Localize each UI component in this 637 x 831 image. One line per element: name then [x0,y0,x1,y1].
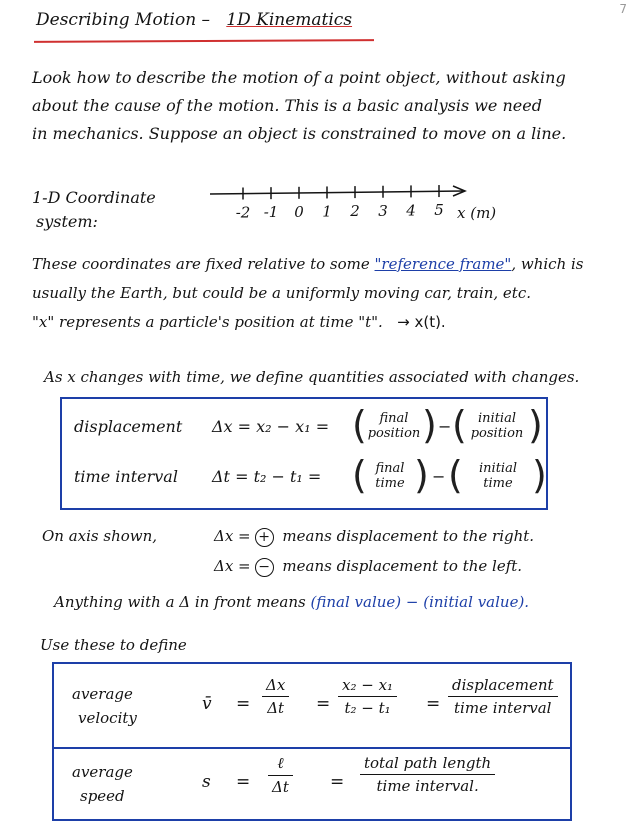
path-over-time: total path length time interval. [360,754,495,795]
intro-line: in mechanics. Suppose an object is constrained to move on a line. [32,124,567,143]
number-line-tick-label: 5 [434,201,444,220]
equals-sign: = [330,772,345,792]
dx-over-dt: $\frac{\Delta x}{\Delta t}$ [262,676,289,717]
as-line: As x changes with time, we define quantities associated with changes. [44,368,580,386]
reference-frame-term: "reference frame" [374,255,512,273]
equals-sign: = [316,694,331,714]
definitions-box: displacement Δx = x₂ − x₁ = ( final position ) − ( initial position ) time interval Δt = t₂ − t₁ = ( final time ) − ( initial time ) [60,397,548,510]
axis-label: x (m) [457,204,497,222]
time-interval-label: time interval [74,467,178,486]
number-line-tick-label: 3 [378,201,388,220]
average-definitions-box [52,662,572,821]
displacement-label: displacement [74,417,183,436]
plus-circle-icon: + [255,528,274,547]
intro-line: about the cause of the motion. This is a basic analysis we need [32,96,542,115]
number-line-tick-label: 2 [350,202,360,221]
axis-intro: On axis shown, [42,527,158,545]
number-line-tick-label: 0 [294,202,304,221]
number-line-tick-label: 1 [322,202,332,221]
ref-line3b: → x(t). [397,313,446,331]
displacement-over-time: displacement time interval [448,676,558,717]
minus-sign: − [432,467,446,486]
displacement-equation: Δx = x₂ − x₁ = [212,417,330,436]
final-minus-initial: (final value) − (initial value). [310,593,530,611]
final-time: final time [375,461,405,491]
minus-circle-icon: − [255,558,274,577]
equals-sign: = [236,694,251,714]
x-diff-over-t-diff: $\frac{\text{x₂ − x₁}}{\text{t₂ − t₁}}$ [338,676,397,717]
time-interval-equation: Δt = t₂ − t₁ = [212,467,322,486]
title-underline [34,39,374,43]
title-left: Describing Motion – [36,10,211,30]
initial-position: initial position [470,411,524,441]
l-over-dt: ℓ Δt [268,754,293,796]
coordinate-system-label [32,186,156,234]
number-line-tick-label: -1 [263,203,279,222]
title-right: 1D Kinematics [226,10,353,30]
box-divider [54,747,570,749]
number-line-tick-label: -2 [235,203,251,222]
minus-sign: − [438,417,452,436]
number-line-tick-label: 4 [406,201,416,220]
intro-paragraph [32,64,632,148]
equals-sign: = [236,772,251,792]
ref-line1a: These coordinates are fixed relative to some [32,255,370,273]
negative-displacement: Δx = − means displacement to the left. [214,557,523,575]
page-title [36,10,352,30]
anything-line [54,593,529,611]
coord-label-line1: 1-D Coordinate [32,188,156,207]
ref-line1c: , which is [511,255,584,273]
coord-label-line2: system: [36,212,98,231]
ref-line2: usually the Earth, but could be a uniformly moving car, train, etc. [32,284,531,302]
number-line [205,182,515,242]
average-speed-label: average speed [72,763,133,805]
use-these-line: Use these to define [40,636,187,654]
anything-text: Anything with a Δ in front means [54,593,306,611]
ref-line3a: "x" represents a particle's position at time "t". [32,313,383,331]
s-symbol: s [202,772,211,792]
initial-time: initial time [479,461,517,491]
reference-frame-text [32,250,584,337]
equals-sign: = [426,694,441,714]
final-position: final position [367,411,421,441]
page-number: 7 [619,2,627,16]
positive-displacement: Δx = + means displacement to the right. [214,527,535,545]
vbar-symbol: v̄ [202,694,212,714]
average-velocity-label: average velocity [72,685,137,727]
intro-line: Look how to describe the motion of a point object, without asking [32,68,566,87]
